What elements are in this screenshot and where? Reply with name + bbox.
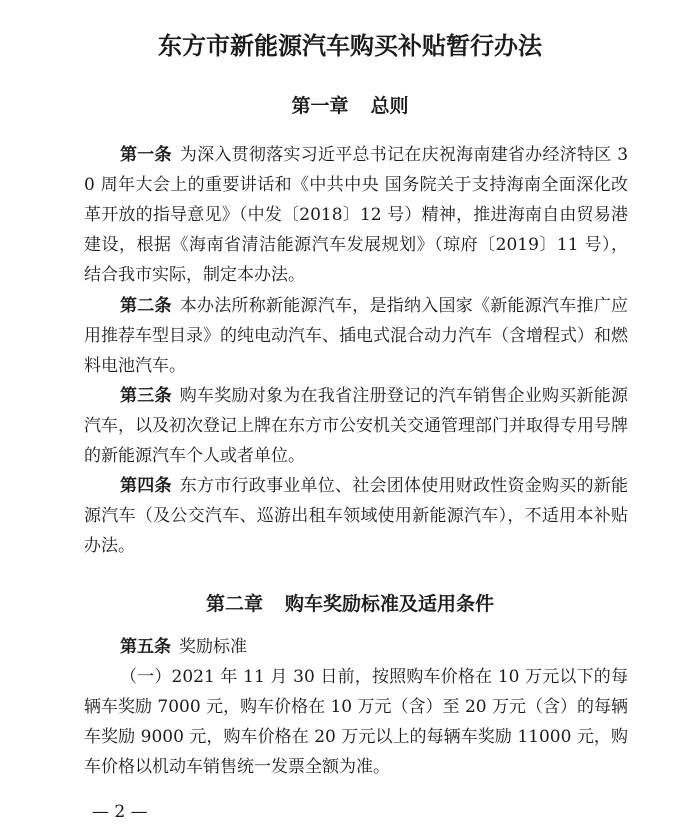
article-4-text: 东方市行政事业单位、社会团体使用财政性资金购买的新能源汽车（及公交汽车、巡游出租车领域使用新能源汽车），不适用本补贴办法。 <box>84 476 628 556</box>
article-2-number: 第二条 <box>120 296 172 316</box>
article-3 <box>84 381 628 471</box>
article-4-number: 第四条 <box>120 476 172 496</box>
article-5 <box>84 632 628 662</box>
article-1-number: 第一条 <box>120 145 172 165</box>
chapter-1-heading <box>0 92 700 120</box>
chapter-1-name: 总则 <box>370 95 409 117</box>
article-2 <box>84 291 628 381</box>
chapter-2-heading <box>0 590 700 618</box>
article-3-text: 购车奖励对象为在我省注册登记的汽车销售企业购买新能源汽车，以及初次登记上牌在东方市公安机关交通管理部门并取得专用号牌的新能源汽车个人或者单位。 <box>84 386 628 466</box>
article-5-text: 奖励标准 <box>179 637 247 657</box>
article-1-text: 为深入贯彻落实习近平总书记在庆祝海南建省办经济特区 30 周年大会上的重要讲话和《中共中央 国务院关于支持海南全面深化改革开放的指导意见》（中发〔2018〕12 号）精神，推进海南自由贸易港建设，根据《海南省清洁能源汽车发展规划》（琼府〔2019〕11 号），结合我市实际，制定本办法。 <box>84 145 629 285</box>
article-4 <box>84 471 628 561</box>
page-number: — 2 — <box>92 802 148 822</box>
article-5-clause-1: （一）2021 年 11 月 30 日前，按照购车价格在 10 万元以下的每辆车奖励 7000 元，购车价格在 10 万元（含）至 20 万元（含）的每辆车奖励 9000 元，购车价格在 20 万元以上的每辆车奖励 11000 元，购车价格以机动车销售统一发票全额为准。 <box>84 667 628 777</box>
chapter-2-number: 第二章 <box>205 593 263 615</box>
article-5-number: 第五条 <box>120 637 171 657</box>
article-1 <box>84 140 628 290</box>
article-2-text: 本办法所称新能源汽车，是指纳入国家《新能源汽车推广应用推荐车型目录》的纯电动汽车、插电式混合动力汽车（含增程式）和燃料电池汽车。 <box>84 296 628 376</box>
document-title: 东方市新能源汽车购买补贴暂行办法 <box>158 31 542 60</box>
chapter-1-number: 第一章 <box>291 95 349 117</box>
chapter-2-name: 购车奖励标准及适用条件 <box>285 593 495 615</box>
article-3-number: 第三条 <box>120 386 172 406</box>
